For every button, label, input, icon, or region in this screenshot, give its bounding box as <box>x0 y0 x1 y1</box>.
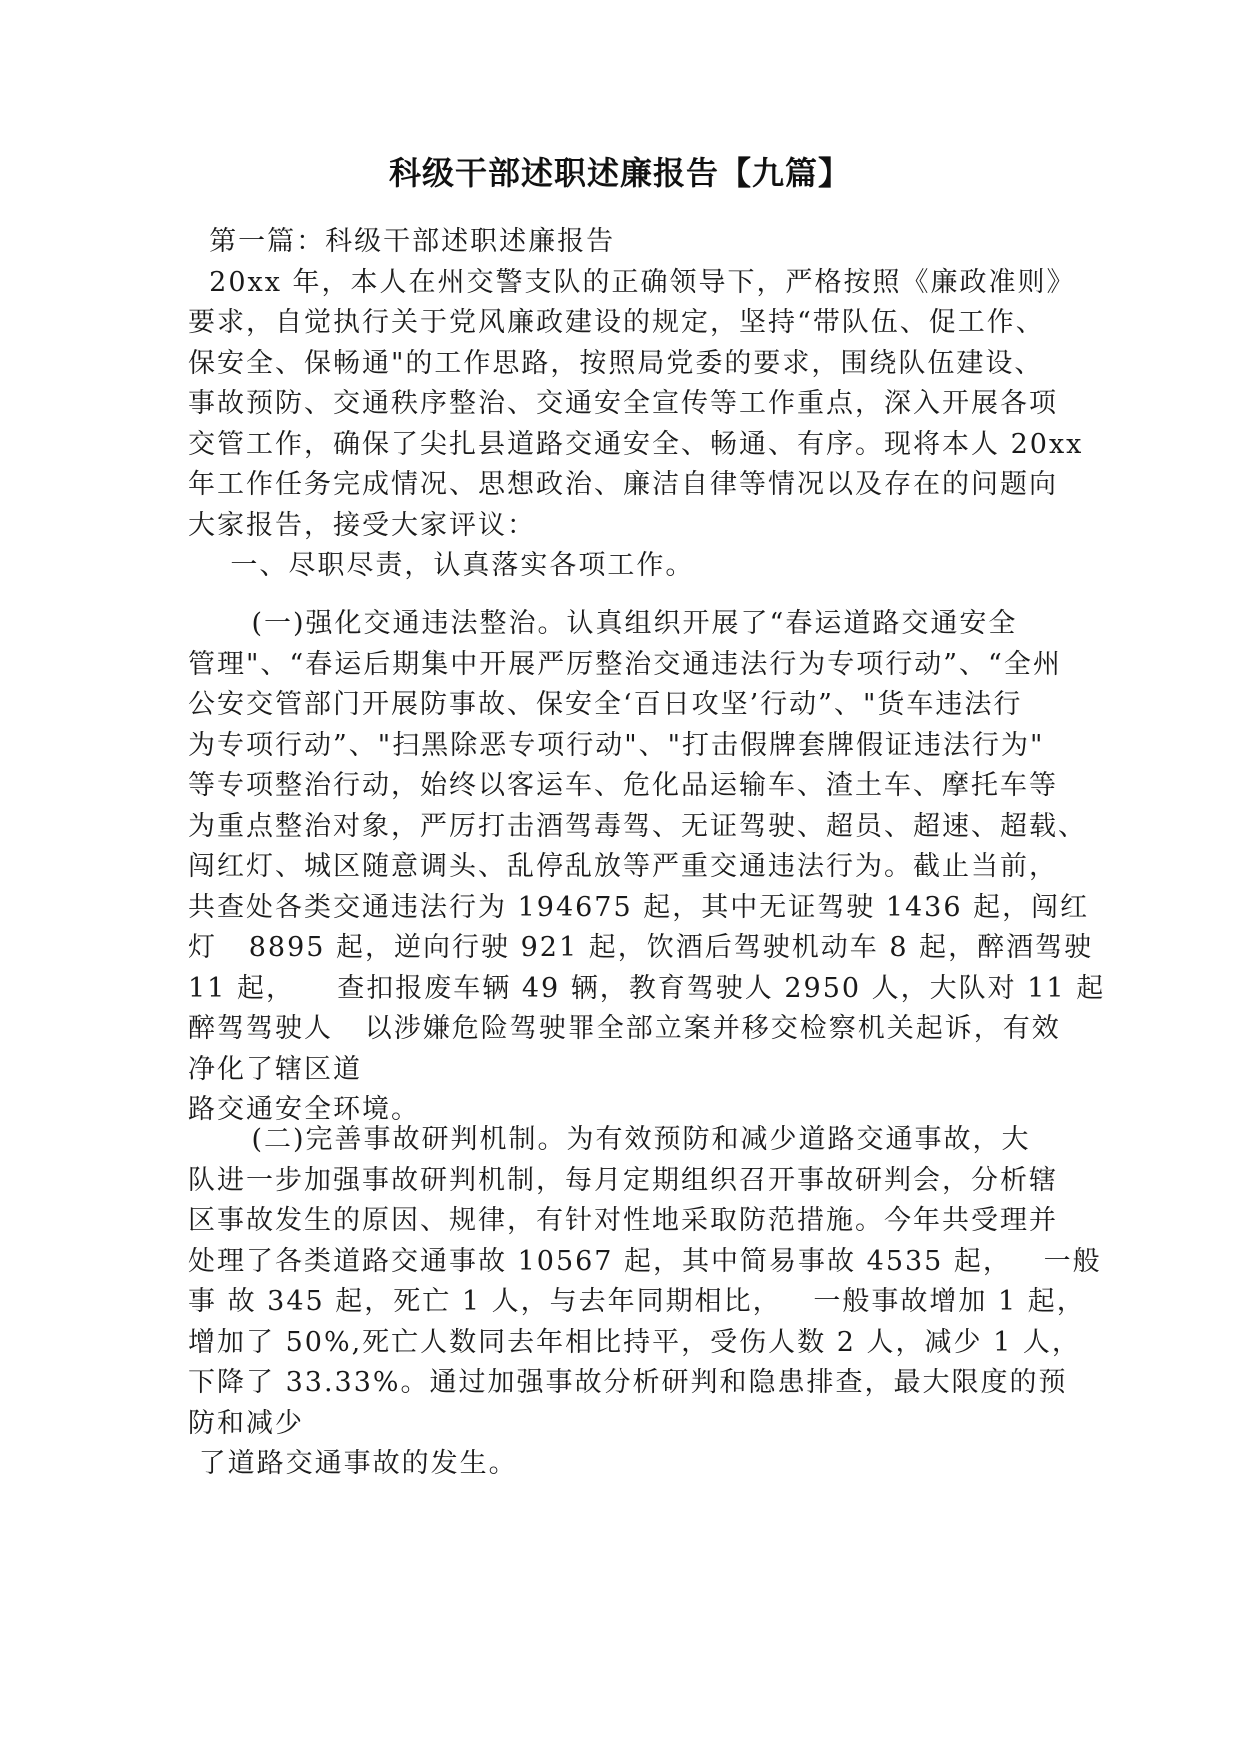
paragraph-line: (一)强化交通违法整治。认真组织开展了“春运道路交通安全 <box>188 608 1018 639</box>
paragraph-line: 交管工作，确保了尖扎县道路交通安全、畅通、有序。现将本人 20xx <box>188 428 1084 460</box>
paragraph-line: 20xx 年，本人在州交警支队的正确领导下，严格按照《廉政准则》 <box>188 266 1076 298</box>
paragraph-line: 下降了 33.33%。通过加强事故分析研判和隐患排查，最大限度的预 <box>188 1367 1068 1398</box>
paragraph-line: 路交通安全环境。 <box>188 1094 420 1125</box>
paragraph-line: 为重点整治对象，严厉打击酒驾毒驾、无证驾驶、超员、超速、超载、 <box>188 810 1087 842</box>
section-heading: 第一篇：科级干部述职述廉报告 <box>188 226 616 257</box>
paragraph-line: 闯红灯、城区随意调头、乱停乱放等严重交通违法行为。截止当前， <box>188 851 1058 882</box>
paragraph-line: 处理了各类道路交通事故 10567 起，其中简易事故 4535 起， 一般 <box>188 1245 1102 1277</box>
document-title: 科级干部述职述廉报告【九篇】 <box>388 154 851 192</box>
paragraph-line: 净化了辖区道 <box>188 1053 362 1085</box>
section-one <box>188 604 1106 1131</box>
paragraph-line: 醉驾驾驶人 以涉嫌危险驾驶罪全部立案并移交检察机关起诉，有效 <box>188 1013 1061 1044</box>
paragraph-line: 了道路交通事故的发生。 <box>188 1448 518 1479</box>
paragraph-line: 事故预防、交通秩序整治、交通安全宣传等工作重点，深入开展各项 <box>188 388 1058 419</box>
paragraph-line: 要求，自觉执行关于党风廉政建设的规定，坚持“带队伍、促工作、 <box>188 307 1045 338</box>
paragraph-line: 增加了 50%,死亡人数同去年相比持平，受伤人数 2 人，减少 1 人， <box>188 1326 1081 1358</box>
subsection-heading: 一、尽职尽责，认真落实各项工作。 <box>188 550 695 581</box>
paragraph-line: 等专项整治行动，始终以客运车、危化品运输车、渣土车、摩托车等 <box>188 770 1058 801</box>
section-two <box>188 1120 1102 1485</box>
paragraph-line: 事 故 345 起，死亡 1 人，与去年同期相比， 一般事故增加 1 起， <box>188 1286 1086 1317</box>
paragraph-line: 年工作任务完成情况、思想政治、廉洁自律等情况以及存在的问题向 <box>188 469 1058 500</box>
paragraph-line: (二)完善事故研判机制。为有效预防和减少道路交通事故，大 <box>188 1124 1031 1155</box>
paragraph-line: 区事故发生的原因、规律，有针对性地采取防范措施。今年共受理并 <box>188 1205 1058 1236</box>
paragraph-line: 灯 8895 起，逆向行驶 921 起，饮酒后驾驶机动车 8 起，醉酒驾驶 <box>188 932 1094 963</box>
paragraph-line: 11 起， 查扣报废车辆 49 辆，教育驾驶人 2950 人，大队对 11 起 <box>188 972 1106 1004</box>
paragraph-line: 防和减少 <box>188 1407 304 1439</box>
paragraph-line: 保安全、保畅通"的工作思路，按照局党委的要求，围绕队伍建设、 <box>188 347 1044 379</box>
paragraph-line: 大家报告，接受大家评议： <box>188 509 536 541</box>
paragraph-line: 共查处各类交通违法行为 194675 起，其中无证驾驶 1436 起，闯红 <box>188 891 1090 923</box>
paragraph-line: 管理"、“春运后期集中开展严厉整治交通违法行为专项行动”、“全州 <box>188 648 1062 680</box>
section-intro <box>188 222 1084 587</box>
paragraph-line: 队进一步加强事故研判机制，每月定期组织召开事故研判会，分析辖 <box>188 1164 1058 1196</box>
paragraph-line: 公安交管部门开展防事故、保安全‘百日攻坚’行动”、"货车违法行 <box>188 689 1023 720</box>
paragraph-line: 为专项行动”、"扫黑除恶专项行动"、"打击假牌套牌假证违法行为" <box>188 729 1045 761</box>
